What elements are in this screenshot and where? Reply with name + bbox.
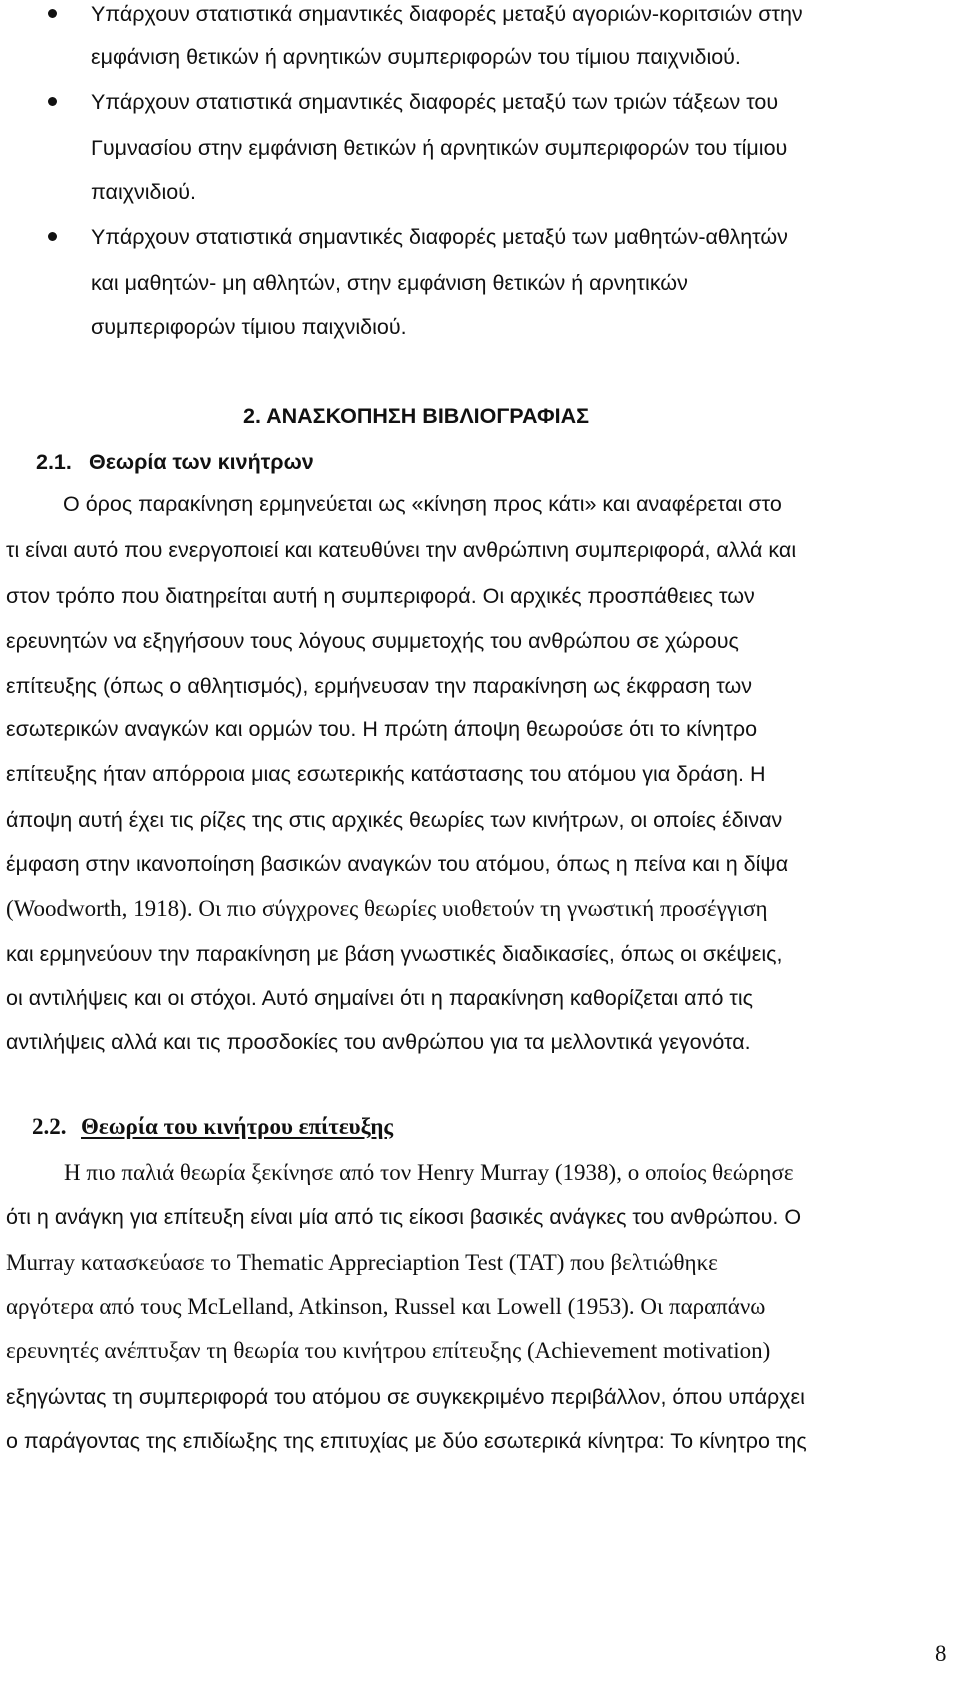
- para-2-1-line-9: έμφαση στην ικανοποίηση βασικών αναγκών του ατόμου, όπως η πείνα και η δίψα: [6, 852, 789, 876]
- para-2-1-line-8: άποψη αυτή έχει τις ρίζες της στις αρχικές θεωρίες των κινήτρων, οι οποίες έδιναν: [6, 808, 783, 832]
- page-number: 8: [935, 1641, 947, 1666]
- para-2-2-line-5: ερευνητές ανέπτυξαν τη θεωρία του κινήτρου επίτευξης (Achievement motivation): [6, 1338, 771, 1363]
- bullet-2-line-1: Υπάρχουν στατιστικά σημαντικές διαφορές μεταξύ των τριών τάξεων του: [91, 90, 779, 114]
- para-2-1-line-5: επίτευξης (όπως ο αθλητισμός), ερμήνευσαν την παρακίνηση ως έκφραση των: [6, 674, 753, 698]
- bullet-1-line-2: εμφάνιση θετικών ή αρνητικών συμπεριφορών του τίμιου παιχνιδιού.: [91, 45, 741, 69]
- bullet-3-line-2: και μαθητών- μη αθλητών, στην εμφάνιση θετικών ή αρνητικών: [91, 271, 688, 295]
- para-2-2-line-6: εξηγώντας τη συμπεριφορά του ατόμου σε συγκεκριμένο περιβάλλον, όπου υπάρχει: [6, 1385, 805, 1409]
- section-heading: 2. ΑΝΑΣΚΟΠΗΣΗ ΒΙΒΛΙΟΓΡΑΦΙΑΣ: [243, 404, 590, 428]
- para-2-2-line-3: Murray κατασκεύασε το Thematic Appreciaption Test (TAT) που βελτιώθηκε: [6, 1250, 718, 1275]
- bullet-3-line-3: συμπεριφορών τίμιου παιχνιδιού.: [91, 315, 407, 339]
- para-2-2-line-2: ότι η ανάγκη για επίτευξη είναι μία από τις είκοσι βασικές ανάγκες του ανθρώπου. Ο: [6, 1205, 802, 1229]
- bullet-2-line-3: παιχνιδιού.: [91, 180, 196, 204]
- para-2-1-line-10: (Woodworth, 1918). Οι πιο σύγχρονες θεωρίες υιοθετούν τη γνωστική προσέγγιση: [6, 896, 768, 921]
- bullet-dot-3: [48, 232, 57, 241]
- para-2-2-line-7: ο παράγοντας της επιδίωξης της επιτυχίας με δύο εσωτερικά κίνητρα: Το κίνητρο της: [6, 1429, 807, 1453]
- para-2-1-line-11: και ερμηνεύουν την παρακίνηση με βάση γνωστικές διαδικασίες, όπως οι σκέψεις,: [6, 942, 783, 966]
- para-2-1-line-12: οι αντιλήψεις και οι στόχοι. Αυτό σημαίνει ότι η παρακίνηση καθορίζεται από τις: [6, 986, 754, 1010]
- para-2-1-line-1: Ο όρος παρακίνηση ερμηνεύεται ως «κίνηση προς κάτι» και αναφέρεται στο: [63, 492, 782, 516]
- para-2-2-line-4: αργότερα από τους McLelland, Atkinson, Russel και Lowell (1953). Οι παραπάνω: [6, 1294, 766, 1319]
- bullet-3-line-1: Υπάρχουν στατιστικά σημαντικές διαφορές μεταξύ των μαθητών-αθλητών: [91, 225, 788, 249]
- bullet-dot-2: [48, 97, 57, 106]
- para-2-1-line-7: επίτευξης ήταν απόρροια μιας εσωτερικής κατάστασης του ατόμου για δράση. Η: [6, 762, 766, 786]
- bullet-1-line-1: Υπάρχουν στατιστικά σημαντικές διαφορές μεταξύ αγοριών-κοριτσιών στην: [91, 2, 803, 26]
- bullet-dot-1: [48, 9, 57, 18]
- para-2-2-line-1: Η πιο παλιά θεωρία ξεκίνησε από τον Henry Murray (1938), ο οποίος θεώρησε: [64, 1160, 794, 1185]
- para-2-1-line-6: εσωτερικών αναγκών και ορμών του. Η πρώτη άποψη θεωρούσε ότι το κίνητρο: [6, 717, 758, 741]
- para-2-1-line-13: αντιλήψεις αλλά και τις προσδοκίες του ανθρώπου για τα μελλοντικά γεγονότα.: [6, 1030, 751, 1054]
- para-2-1-line-3: στον τρόπο που διατηρείται αυτή η συμπεριφορά. Οι αρχικές προσπάθειες των: [6, 584, 755, 608]
- subsection-2-2-number: 2.2.: [32, 1114, 67, 1139]
- bullet-2-line-2: Γυμνασίου στην εμφάνιση θετικών ή αρνητικών συμπεριφορών του τίμιου: [91, 136, 788, 160]
- subsection-2-1-title: Θεωρία των κινήτρων: [89, 450, 314, 474]
- para-2-1-line-4: ερευνητών να εξηγήσουν τους λόγους συμμετοχής του ανθρώπου σε χώρους: [6, 629, 739, 653]
- subsection-2-1-number: 2.1.: [36, 450, 72, 474]
- subsection-2-2-title: Θεωρία του κινήτρου επίτευξης: [81, 1114, 394, 1139]
- para-2-1-line-2: τι είναι αυτό που ενεργοποιεί και κατευθύνει την ανθρώπινη συμπεριφορά, αλλά και: [6, 538, 797, 562]
